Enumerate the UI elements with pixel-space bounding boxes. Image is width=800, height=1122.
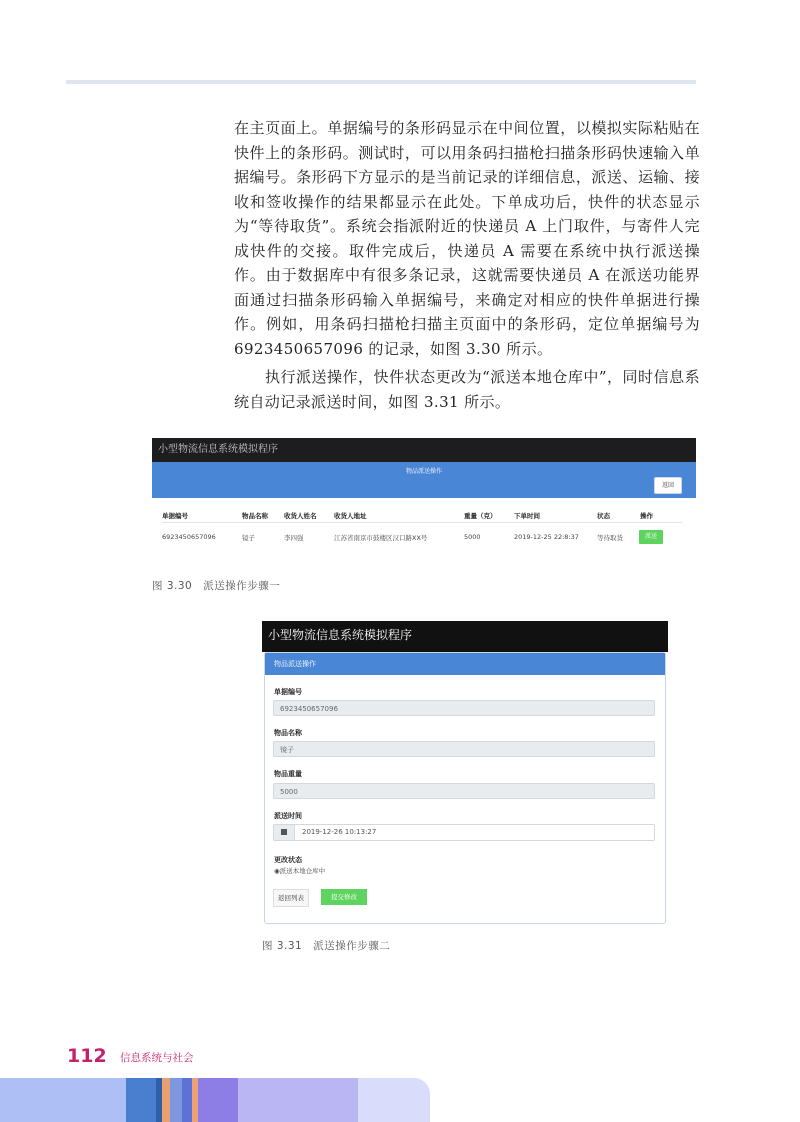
cell-status: 等待取货	[597, 534, 623, 542]
dispatch-time-label: 派送时间	[274, 812, 302, 820]
panel-title: 物品派送操作	[265, 653, 665, 675]
figure-3-30-caption: 图 3.30 派送操作步骤一	[152, 580, 281, 592]
header-divider	[162, 522, 682, 523]
submit-button[interactable]: 提交修改	[321, 889, 367, 905]
col-header-status: 状态	[597, 512, 610, 520]
app-title-bar: 小型物流信息系统模拟程序	[262, 621, 668, 652]
weight-label: 物品重量	[274, 770, 302, 778]
weight-field[interactable]: 5000	[273, 783, 655, 799]
panel-header	[152, 462, 696, 498]
cell-order-no: 6923450657096	[162, 533, 216, 541]
status-label: 更改状态	[274, 856, 302, 864]
dispatch-time-field[interactable]	[273, 824, 655, 841]
cell-order-time: 2019-12-25 22:8:37	[514, 533, 579, 541]
figure-3-31-caption: 图 3.31 派送操作步骤二	[262, 940, 391, 952]
col-header-item-name: 物品名称	[242, 512, 268, 520]
panel-title: 物品派送操作	[405, 468, 442, 475]
status-radio-option[interactable]: ◉派送本地仓库中	[274, 867, 326, 875]
dispatch-form-panel	[264, 652, 666, 924]
body-paragraph-2: 执行派送操作，快件状态更改为“派送本地仓库中”，同时信息系统自动记录派送时间，如图 3.31 所示。	[234, 368, 700, 411]
book-title: 信息系统与社会	[120, 1052, 194, 1064]
order-no-field[interactable]: 6923450657096	[273, 700, 655, 716]
dispatch-time-value: 2019-12-26 10:13:27	[302, 828, 377, 836]
col-header-weight: 重量（克）	[464, 512, 497, 520]
col-header-order-no: 单据编号	[162, 512, 188, 520]
app-title-bar: 小型物流信息系统模拟程序	[152, 438, 696, 462]
cell-receiver-name: 李四强	[284, 534, 304, 542]
figure-3-31-screenshot	[262, 621, 668, 926]
col-header-order-time: 下单时间	[514, 512, 540, 520]
col-header-action: 操作	[640, 512, 653, 520]
calendar-icon[interactable]	[274, 825, 295, 840]
back-button[interactable]: 返回	[654, 477, 682, 494]
body-paragraph-1: 在主页面上。单据编号的条形码显示在中间位置，以模拟实际粘贴在快件上的条形码。测试时，可以用条码扫描枪扫描条形码快速输入单据编号。条形码下方显示的是当前记录的详细信息，派送、运输、接收和签收操作的结果都显示在此处。下单成功后，快件的状态显示为“等待取货”。系统会指派附近的快递员 A 上门取件，与寄件人完成快件的交接。取件完成后，快递员 A 需要在系统中执行派送操作。由于数据库中有很多条记录，这就需要快递员 A 在派送功能界面通过扫描条形码输入单据编号，来确定对相应的快件单据进行操作。例如，用条码扫描枪扫描主页面中的条形码，定位单据编号为 6923450657096 的记录，如图 3.30 所示。	[234, 119, 700, 358]
figure-3-30-screenshot	[152, 438, 696, 566]
dispatch-button[interactable]: 派送	[639, 530, 663, 544]
cell-item-name: 镜子	[242, 534, 255, 542]
col-header-receiver-name: 收货人姓名	[284, 512, 317, 520]
header-rule	[66, 80, 696, 84]
item-name-label: 物品名称	[274, 729, 302, 737]
page-number: 112	[67, 1045, 107, 1067]
col-header-receiver-address: 收货人地址	[334, 512, 367, 520]
order-no-label: 单据编号	[274, 688, 302, 696]
cell-receiver-address: 江苏省南京市鼓楼区汉口路XX号	[334, 534, 428, 542]
cell-weight: 5000	[464, 533, 481, 541]
back-to-list-button[interactable]: 返回列表	[273, 889, 309, 907]
item-name-field[interactable]: 镜子	[273, 741, 655, 757]
orders-table	[152, 498, 696, 566]
